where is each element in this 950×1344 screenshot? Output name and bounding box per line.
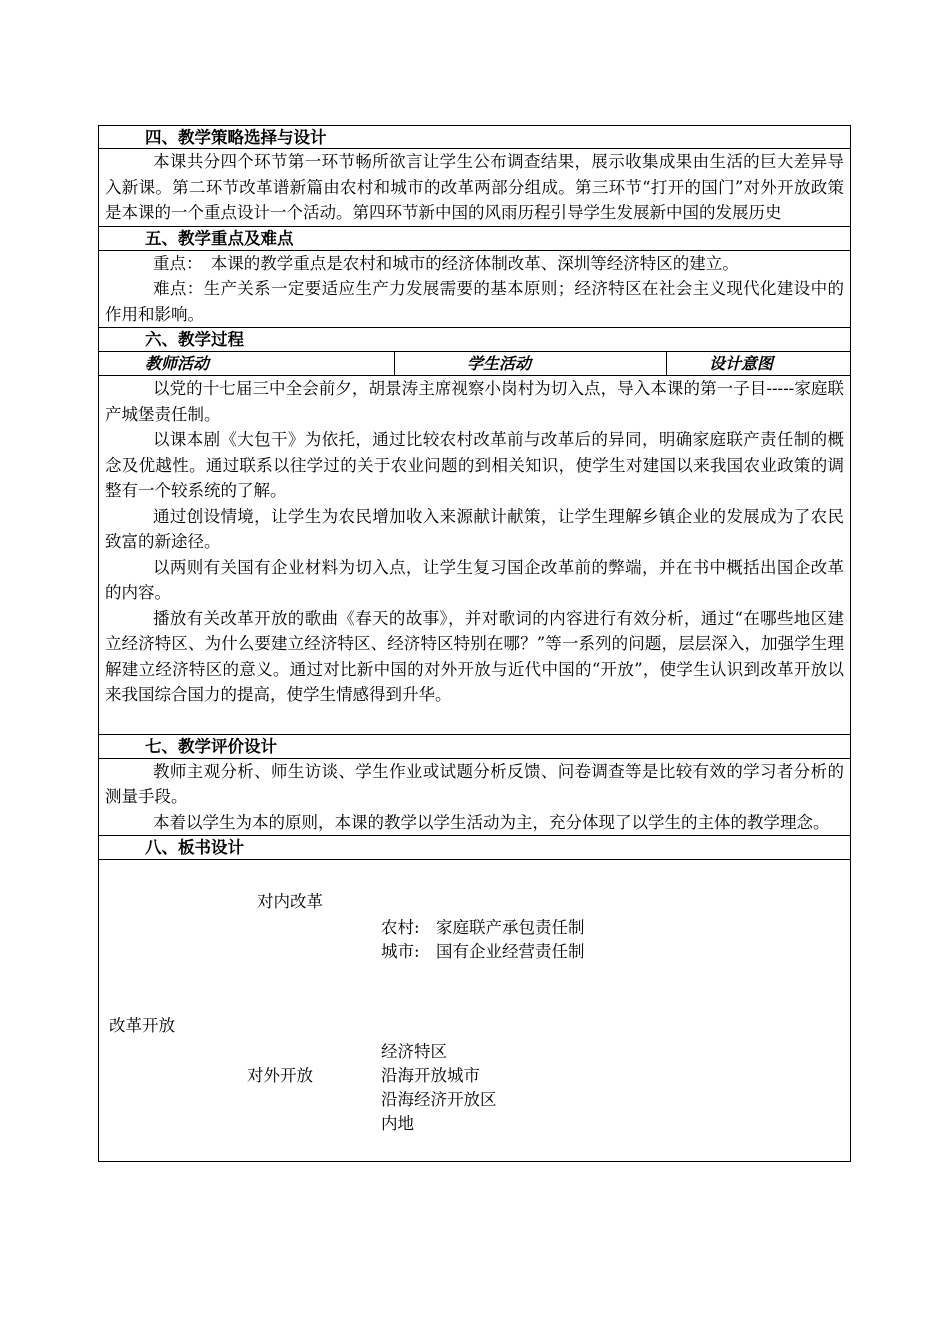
difficult-point: 难点：生产关系一定要适应生产力发展需要的基本原则；经济特区在社会主义现代化建设中的作用和影响。 (105, 279, 844, 324)
board-root: 改革开放 (109, 1016, 175, 1035)
process-column-headers (98, 352, 851, 376)
column-design-intent: 设计意图 (709, 354, 774, 373)
lesson-plan-table (98, 125, 851, 1162)
section-7-title: 七、教学评价设计 (98, 735, 851, 759)
section-8-title: 八、板书设计 (98, 836, 851, 860)
board-ext-item: 沿海经济开放区 (381, 1090, 497, 1109)
board-rural: 农村: 家庭联产承包责任制 (381, 918, 585, 937)
process-paragraph: 播放有关改革开放的歌曲《春天的故事》，并对歌词的内容进行有效分析，通过“在哪些地区建立经济特区、为什么要建立经济特区、经济特区特别在哪？”等一系列的问题，层层深入，加强学生理解建立经济特区的意义。通过对比新中国的对外开放与近代中国的“开放”，使学生认识到改革开放以来我国综合国力的提高，使学生情感得到升华。 (105, 608, 844, 704)
board-external-opening: 对外开放 (247, 1066, 313, 1085)
section-4-title: 四、教学策略选择与设计 (98, 125, 851, 149)
evaluation-paragraph: 教师主观分析、师生访谈、学生作业或试题分析反馈、问卷调查等是比较有效的学习者分析的测量手段。 (105, 761, 844, 806)
section-7-body (98, 759, 851, 837)
board-ext-item: 内地 (381, 1114, 414, 1133)
section-6-title: 六、教学过程 (98, 328, 851, 352)
process-paragraph: 以党的十七届三中全会前夕，胡景涛主席视察小岗村为切入点，导入本课的第一子目-----家庭联产城堡责任制。 (105, 379, 844, 424)
key-point: 重点： 本课的教学重点是农村和城市的经济体制改革、深圳等经济特区的建立。 (153, 253, 739, 273)
column-student-activity: 学生活动 (395, 352, 667, 375)
board-ext-item: 经济特区 (381, 1042, 447, 1061)
section-5-body (98, 251, 851, 329)
section-4-body (98, 149, 851, 227)
process-paragraph: 以两则有关国有企业材料为切入点，让学生复习国企改革前的弊端，并在书中概括出国企改革的内容。 (105, 557, 844, 602)
board-internal-reform: 对内改革 (257, 892, 323, 911)
section-4-paragraph: 本课共分四个环节第一环节畅所欲言让学生公布调查结果，展示收集成果由生活的巨大差异导入新课。第二环节改革谱新篇由农村和城市的改革两部分组成。第三环节“打开的国门”对外开放政策是本课的一个重点设计一个活动。第四环节新中国的风雨历程引导学生发展新中国的发展历史 (105, 152, 844, 222)
evaluation-paragraph: 本着以学生为本的原则，本课的教学以学生活动为主，充分体现了以学生的主体的教学理念。 (153, 812, 830, 832)
column-teacher-activity: 教师活动 (99, 352, 395, 375)
board-ext-item: 沿海开放城市 (381, 1066, 480, 1085)
section-5-title: 五、教学重点及难点 (98, 227, 851, 251)
process-paragraph: 以课本剧《大包干》为依托，通过比较农村改革前与改革后的异同，明确家庭联产责任制的概念及优越性。通过联系以往学过的关于农业问题的到相关知识，使学生对建国以来我国农业政策的调整有一个较系统的了解。 (105, 430, 844, 500)
section-6-body (98, 376, 851, 735)
blank-spacer (99, 708, 850, 734)
process-paragraph: 通过创设情境，让学生为农民增加收入来源献计献策，让学生理解乡镇企业的发展成为了农民致富的新途径。 (105, 506, 844, 551)
board-urban: 城市: 国有企业经营责任制 (381, 942, 585, 961)
board-design (98, 860, 851, 1162)
